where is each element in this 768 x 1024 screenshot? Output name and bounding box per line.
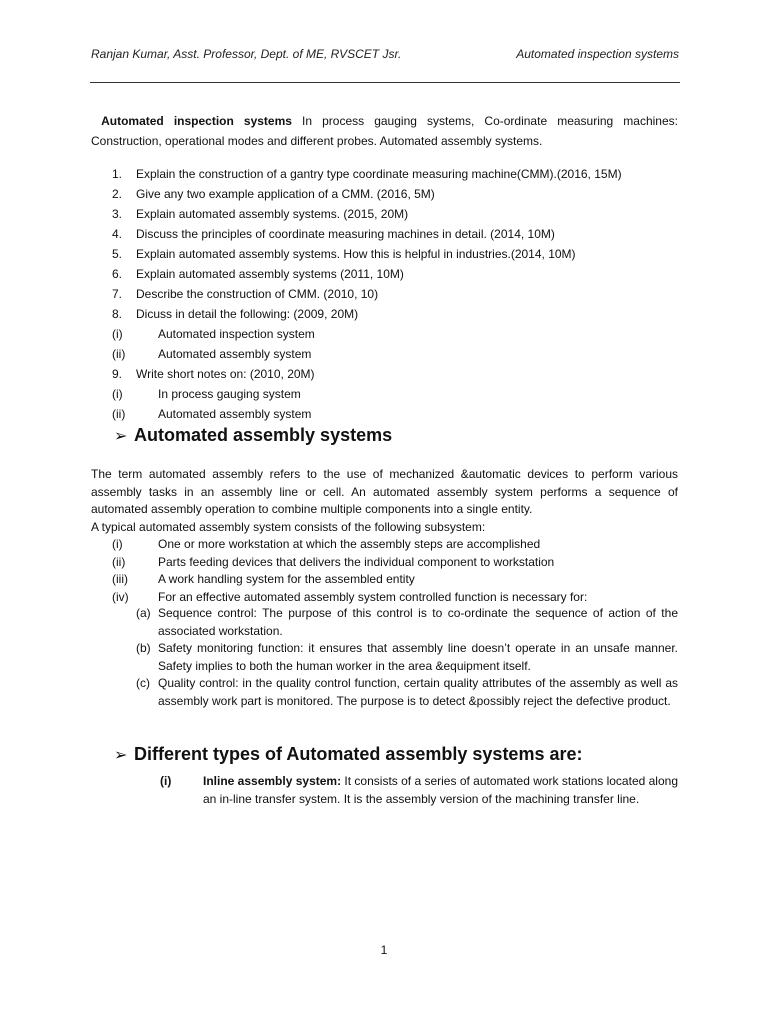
question-text: Dicuss in detail the following: (2009, 20M)	[136, 307, 359, 321]
question-subnumber: (ii)	[112, 407, 126, 421]
question-number: 9.	[112, 367, 123, 381]
header-author: Ranjan Kumar, Asst. Professor, Dept. of ME, RVSCET Jsr.	[91, 47, 402, 61]
list-item	[136, 640, 678, 675]
control-function-list	[136, 605, 678, 710]
subsystem-lead: A typical automated assembly system consists of the following subsystem:	[91, 519, 486, 534]
question-text: Write short notes on: (2010, 20M)	[136, 367, 315, 381]
question-number: 1.	[112, 167, 123, 181]
term-description: It consists of a series of automated work stations located along an in-line transfer system. It is the assembly version of the machining transfer line.	[203, 774, 678, 806]
arrow-bullet-icon: ➢	[114, 747, 128, 764]
list-item	[112, 589, 678, 607]
term-bold: Inline assembly system:	[203, 774, 342, 788]
question-text: Give any two example application of a CMM. (2016, 5M)	[136, 187, 435, 201]
question-subitem	[112, 384, 682, 404]
list-item	[112, 571, 678, 589]
question-text: Explain automated assembly systems. How this is helpful in industries.(2014, 10M)	[136, 247, 576, 261]
list-text: One or more workstation at which the assembly steps are accomplished	[158, 537, 541, 551]
question-item	[112, 244, 682, 264]
list-text	[203, 773, 678, 808]
list-item	[136, 605, 678, 640]
question-subitem	[112, 404, 682, 424]
question-number: 6.	[112, 267, 123, 281]
question-text: Describe the construction of CMM. (2010, 10)	[136, 287, 379, 301]
question-subnumber: (i)	[112, 327, 123, 341]
question-item	[112, 164, 682, 184]
question-subtext: Automated inspection system	[158, 327, 315, 341]
question-subtext: Automated assembly system	[158, 347, 312, 361]
list-text: A work handling system for the assembled entity	[158, 572, 415, 586]
question-number: 2.	[112, 187, 123, 201]
section-paragraph	[91, 466, 678, 536]
question-number: 8.	[112, 307, 123, 321]
header-topic: Automated inspection systems	[516, 47, 679, 61]
question-text: Explain the construction of a gantry type coordinate measuring machine(CMM).(2016, 15M)	[136, 167, 622, 181]
question-number: 3.	[112, 207, 123, 221]
intro-bold-title: Automated inspection systems	[101, 114, 292, 128]
question-text: Explain automated assembly systems (2011, 10M)	[136, 267, 404, 281]
intro-text: In process gauging systems, Co-ordinate measuring machines: Construction, operational modes and different probes. Automated assembly systems.	[91, 114, 678, 148]
section-heading-text: Different types of Automated assembly systems are:	[134, 744, 583, 764]
question-item	[112, 224, 682, 244]
section-heading-text: Automated assembly systems	[134, 425, 393, 445]
list-number: (iv)	[112, 589, 129, 604]
section-heading	[114, 744, 582, 765]
question-item	[112, 264, 682, 284]
assembly-type-item	[160, 773, 678, 808]
question-text: Explain automated assembly systems. (2015, 20M)	[136, 207, 409, 221]
question-subitem	[112, 324, 682, 344]
question-item	[112, 304, 682, 324]
list-letter: (b)	[136, 641, 151, 655]
question-subnumber: (ii)	[112, 347, 126, 361]
page-number: 1	[380, 943, 388, 957]
question-item	[112, 364, 682, 384]
question-list	[112, 164, 682, 424]
intro-paragraph	[91, 111, 678, 151]
list-text: Parts feeding devices that delivers the individual component to workstation	[158, 554, 555, 569]
definition-text: The term automated assembly refers to the use of mechanized &automatic devices to perform various assembly tasks in an assembly line or cell. An automated assembly system performs a sequence of automated assembly operation to combine multiple components into a single entity.	[91, 467, 678, 516]
question-subtext: Automated assembly system	[158, 407, 312, 421]
list-number: (iii)	[112, 572, 128, 586]
question-item	[112, 284, 682, 304]
question-subitem	[112, 344, 682, 364]
question-number: 4.	[112, 227, 123, 241]
question-text: Discuss the principles of coordinate measuring machines in detail. (2014, 10M)	[136, 227, 555, 241]
arrow-bullet-icon: ➢	[114, 428, 128, 445]
list-number: (i)	[112, 537, 123, 551]
list-letter: (a)	[136, 606, 151, 620]
question-subtext: In process gauging system	[158, 387, 301, 401]
question-item	[112, 184, 682, 204]
question-subnumber: (i)	[112, 387, 123, 401]
list-item	[112, 554, 678, 572]
list-text: Sequence control: The purpose of this control is to co-ordinate the sequence of action of the associated workstation.	[158, 606, 678, 638]
header-rule	[90, 82, 680, 83]
list-letter: (c)	[136, 676, 150, 690]
list-item	[136, 675, 678, 710]
list-item	[112, 536, 678, 554]
list-number: (i)	[160, 774, 172, 788]
subsystem-list	[112, 536, 678, 606]
section-heading	[114, 425, 392, 446]
list-text: Quality control: in the quality control function, certain quality attributes of the assembly as well as assembly work part is monitored. The purpose is to detect &possibly reject the defective product.	[158, 676, 678, 708]
question-number: 5.	[112, 247, 123, 261]
list-text: For an effective automated assembly system controlled function is necessary for:	[158, 589, 588, 604]
question-number: 7.	[112, 287, 123, 301]
list-text: Safety monitoring function: it ensures that assembly line doesn’t operate in an unsafe manner. Safety implies to both the human worker in the area &equipment itself.	[158, 641, 678, 673]
list-number: (ii)	[112, 554, 126, 569]
question-item	[112, 204, 682, 224]
